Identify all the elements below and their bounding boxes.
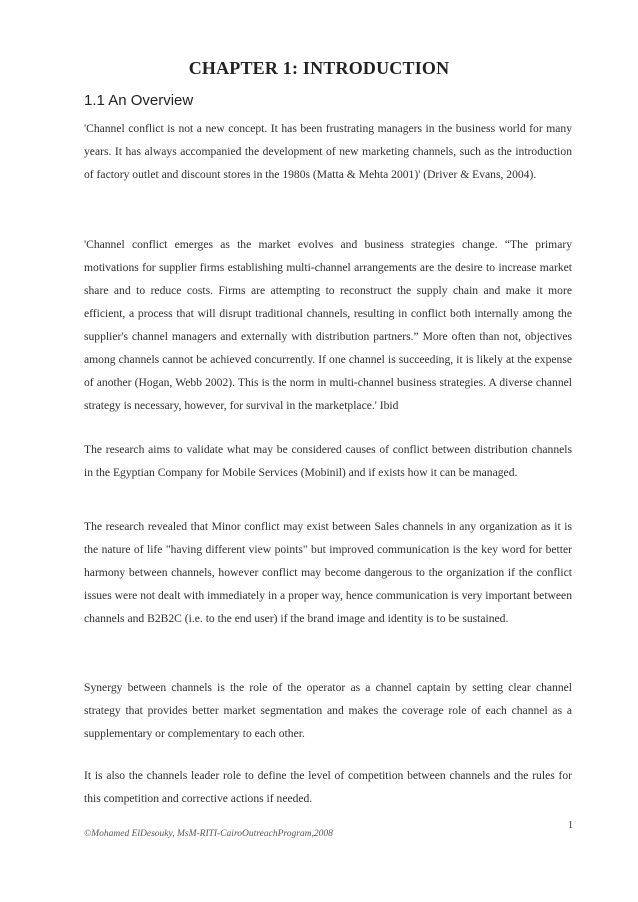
section-heading: 1.1 An Overview [84,92,194,109]
paragraph-3: The research aims to validate what may be considered causes of conflict between distribution channels in the Egyptian Company for Mobile Services (Mobinil) and if exists how it can be managed. [84,443,572,479]
footer-copyright: ©Mohamed ElDesouky, MsM-RITI-CairoOutreachProgram,2008 [84,829,333,839]
paragraph-6: It is also the channels leader role to define the level of competition between channels and the rules for this competition and corrective actions if needed. [84,769,572,805]
paragraph-2: 'Channel conflict emerges as the market evolves and business strategies change. “The primary motivations for supplier firms establishing multi-channel arrangements are the desire to increase market share and to reduce costs. Firms are attempting to reconstruct the supply chain and make it more efficient, a process that will disrupt traditional channels, resulting in conflict both internally among the supplier's channel managers and externally with distribution partners.” More often than not, objectives among channels cannot be achieved concurrently. If one channel is succeeding, it is likely at the expense of another (Hogan, Webb 2002). This is the norm in multi-channel business strategies. A diverse channel strategy is necessary, however, for survival in the marketplace.' Ibid [84,238,572,412]
paragraph-5: Synergy between channels is the role of the operator as a channel captain by setting clear channel strategy that provides better market segmentation and makes the coverage role of each channel as a supplementary or complementary to each other. [84,681,572,740]
chapter-title: CHAPTER 1: INTRODUCTION [188,58,450,78]
page-number: 1 [568,820,573,831]
paragraph-1: 'Channel conflict is not a new concept. It has been frustrating managers in the business world for many years. It has always accompanied the development of new marketing channels, such as the introduction of factory outlet and discount stores in the 1980s (Matta & Mehta 2001)' (Driver & Evans, 2004). [84,122,572,181]
paragraph-4: The research revealed that Minor conflict may exist between Sales channels in any organization as it is the nature of life "having different view points" but improved communication is the key word for better harmony between channels, however conflict may become dangerous to the organization if the conflict issues were not dealt with immediately in a proper way, hence communication is very important between channels and B2B2C (i.e. to the end user) if the brand image and identity is to be sustained. [84,520,572,625]
